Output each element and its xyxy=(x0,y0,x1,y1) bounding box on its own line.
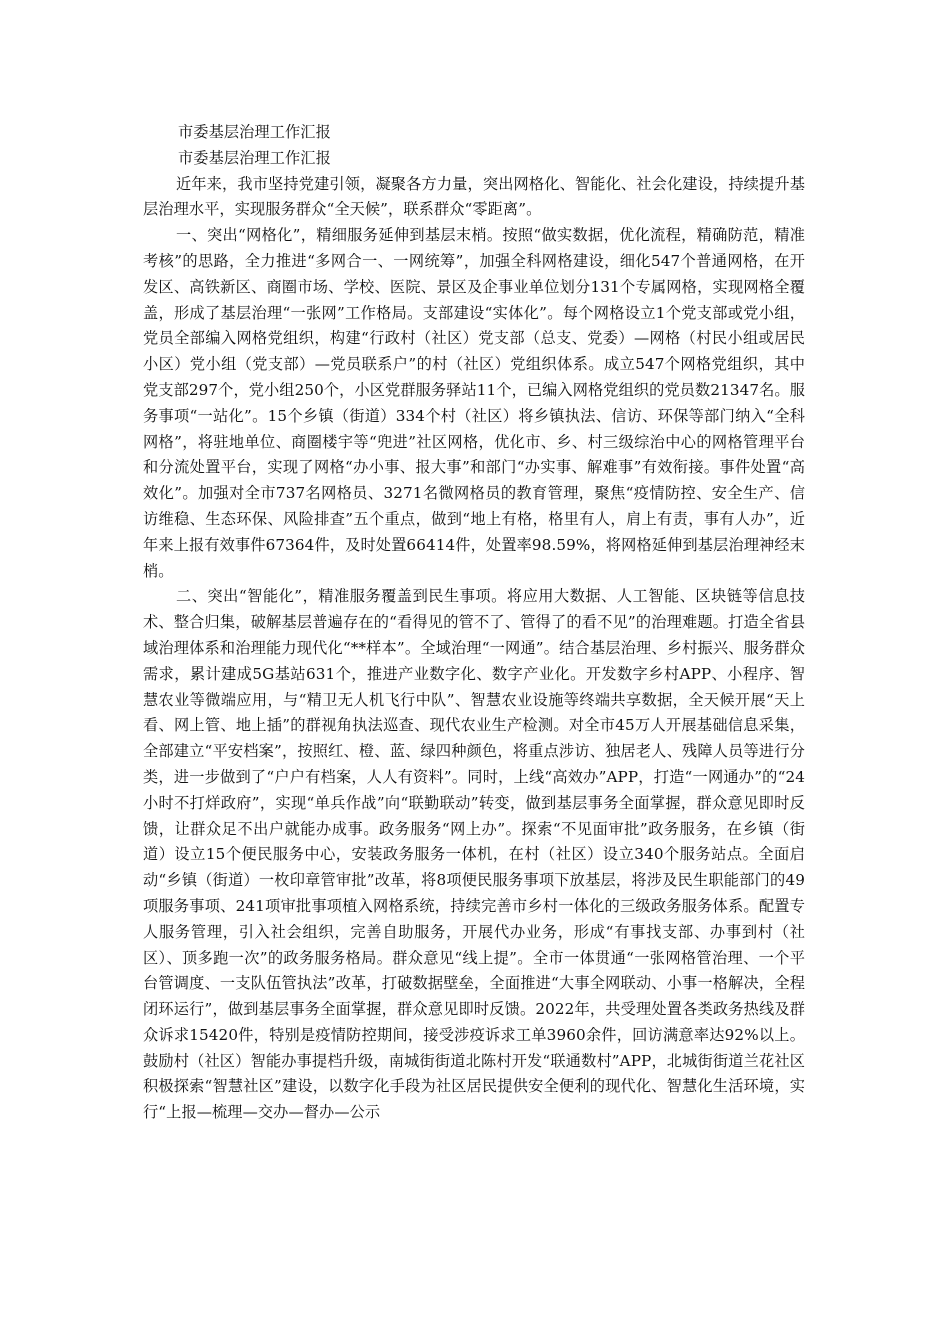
document-body xyxy=(143,120,805,1126)
paragraph-section-2: 二、突出“智能化”，精准服务覆盖到民生事项。将应用大数据、人工智能、区块链等信息技术、整合归集，破解基层普遍存在的“看得见的管不了、管得了的看不见”的治理难题。打造全省县域治理体系和治理能力现代化“**样本”。全域治理“一网通”。结合基层治理、乡村振兴、服务群众需求，累计建成5G基站631个，推进产业数字化、数字产业化。开发数字乡村APP、小程序、智慧农业等微端应用，与“精卫无人机飞行中队”、智慧农业设施等终端共享数据，全天候开展“天上看、网上管、地上插”的群视角执法巡查、现代农业生产检测。对全市45万人开展基础信息采集，全部建立“平安档案”，按照红、橙、蓝、绿四种颜色，将重点涉访、独居老人、残障人员等进行分类，进一步做到了“户户有档案，人人有资料”。同时，上线“高效办”APP，打造“一网通办”的“24小时不打烊政府”，实现“单兵作战”向“联勤联动”转变，做到基层事务全面掌握，群众意见即时反馈，让群众足不出户就能办成事。政务服务“网上办”。探索“不见面审批”政务服务，在乡镇（街道）设立15个便民服务中心，安装政务服务一体机，在村（社区）设立340个服务站点。全面启动“乡镇（街道）一枚印章管审批”改革，将8项便民服务事项下放基层，将涉及民生职能部门的49项服务事项、241项审批事项植入网格系统，持续完善市乡村一体化的三级政务服务体系。配置专人服务管理，引入社会组织，完善自助服务，开展代办业务，形成“有事找支部、办事到村（社区）、顶多跑一次”的政务服务格局。群众意见“线上提”。全市一体贯通“一张网格管治理、一个平台管调度、一支队伍管执法”改革，打破数据壁垒，全面推进“大事全网联动、小事一格解决，全程闭环运行”，做到基层事务全面掌握，群众意见即时反馈。2022年，共受理处置各类政务热线及群众诉求15420件，特别是疫情防控期间，接受涉疫诉求工单3960余件，回访满意率达92%以上。鼓励村（社区）智能办事提档升级，南城街街道北陈村开发“联通数村”APP，北城街街道兰花社区积极探索“智慧社区”建设，以数字化手段为社区居民提供安全便利的现代化、智慧化生活环境，实行“上报—梳理—交办—督办—公示 xyxy=(143,587,805,1122)
paragraph-intro: 近年来，我市坚持党建引领，凝聚各方力量，突出网格化、智能化、社会化建设，持续提升基层治理水平，实现服务群众“全天候”，联系群众“零距离”。 xyxy=(143,174,805,219)
paragraph-section-1: 一、突出“网格化”，精细服务延伸到基层末梢。按照“做实数据，优化流程，精确防范，精准考核”的思路，全力推进“多网合一、一网统筹”，加强全科网格建设，细化547个普通网格，在开发区、高铁新区、商圈市场、学校、医院、景区及企事业单位划分131个专属网格，实现网格全覆盖，形成了基层治理“一张网”工作格局。支部建设“实体化”。每个网格设立1个党支部或党小组，党员全部编入网格党组织，构建“行政村（社区）党支部（总支、党委）—网格（村民小组或居民小区）党小组（党支部）—党员联系户”的村（社区）党组织体系。成立547个网格党组织，其中党支部297个，党小组250个，小区党群服务驿站11个，已编入网格党组织的党员数21347名。服务事项“一站化”。15个乡镇（街道）334个村（社区）将乡镇执法、信访、环保等部门纳入“全科网格”，将驻地单位、商圈楼宇等“兜进”社区网格，优化市、乡、村三级综治中心的网格管理平台和分流处置平台，实现了网格“办小事、报大事”和部门“办实事、解难事”有效衔接。事件处置“高效化”。加强对全市737名网格员、3271名微网格员的教育管理，聚焦“疫情防控、安全生产、信访维稳、生态环保、风险排查”五个重点，做到“地上有格，格里有人，肩上有责，事有人办”，近年来上报有效事件67364件，及时处置66414件，处置率98.59%，将网格延伸到基层治理神经末梢。 xyxy=(143,226,805,580)
document-title: 市委基层治理工作汇报 xyxy=(178,123,331,141)
document-subtitle: 市委基层治理工作汇报 xyxy=(178,148,331,167)
